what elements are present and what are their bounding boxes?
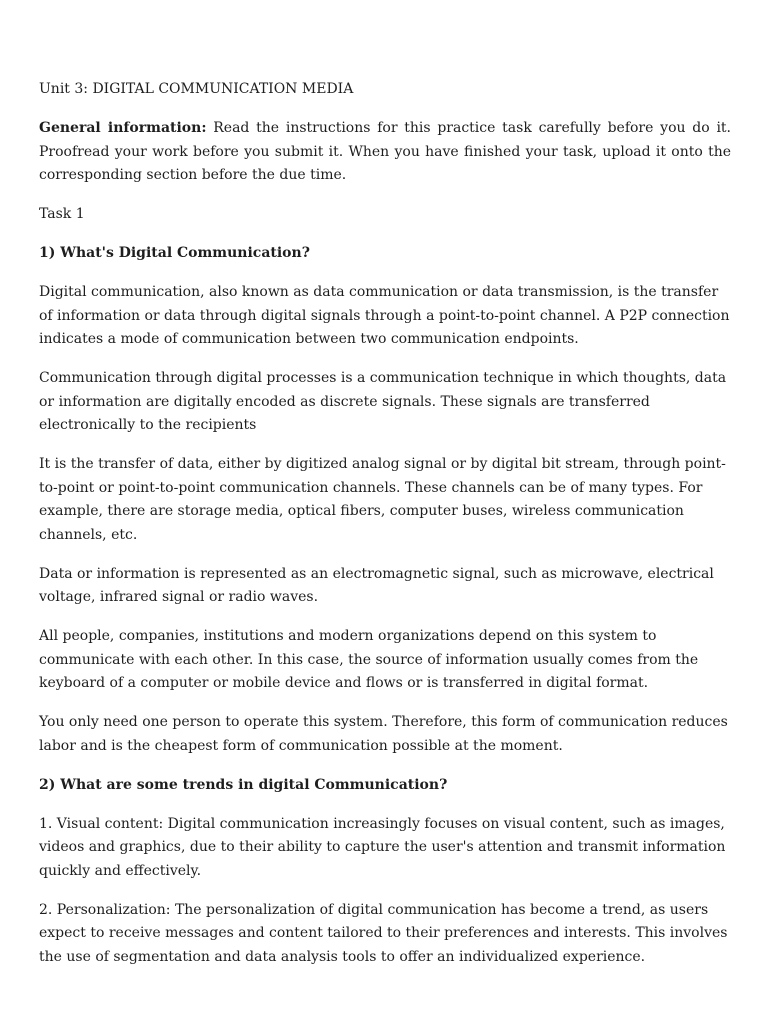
answer-1-paragraph-4: Data or information is represented as an electromagnetic signal, such as microwave, electrical voltage, infrared signal or radio waves. bbox=[39, 565, 714, 605]
answer-1-paragraph-1: Digital communication, also known as data communication or data transmission, is the transfer of information or data through digital signals through a point-to-point channel. A P2P connection indicates a mode of communication between two communication endpoints. bbox=[39, 284, 730, 347]
answer-1-paragraph-5: All people, companies, institutions and modern organizations depend on this system to communicate with each other. In this case, the source of information usually comes from the keyboard of a computer or mobile device and flows or is transferred in digital format. bbox=[39, 628, 699, 691]
question-2-heading: 2) What are some trends in digital Communication? bbox=[39, 776, 448, 793]
answer-1-paragraph-2: Communication through digital processes is a communication technique in which thoughts, data or information are digitally encoded as discrete signals. These signals are transferred electronically to the recipients bbox=[39, 370, 727, 433]
document-page bbox=[39, 78, 731, 985]
general-information-text: Read the instructions for this practice task carefully before you do it. Proofread your work before you submit it. When you have finished your task, upload it onto the corresponding section before the due time. bbox=[39, 120, 731, 183]
task-label: Task 1 bbox=[39, 206, 85, 222]
question-1-heading: 1) What's Digital Communication? bbox=[39, 245, 310, 261]
trend-personalization: 2. Personalization: The personalization of digital communication has become a trend, as users expect to receive messages and content tailored to their preferences and interests. This involves the use of segmentation and data analysis tools to offer an individualized experience. bbox=[39, 901, 728, 965]
answer-1-paragraph-3: It is the transfer of data, either by digitized analog signal or by digital bit stream, through point-to-point or point-to-point communication channels. These channels can be of many types. For example, there are storage media, optical fibers, computer buses, wireless communication channels, etc. bbox=[39, 456, 726, 543]
unit-title: Unit 3: DIGITAL COMMUNICATION MEDIA bbox=[39, 81, 354, 97]
answer-1-paragraph-6: You only need one person to operate this system. Therefore, this form of communication reduces labor and is the cheapest form of communication possible at the moment. bbox=[39, 714, 728, 754]
general-information bbox=[39, 117, 731, 188]
general-information-label: General information: bbox=[39, 120, 207, 136]
trend-visual-content: 1. Visual content: Digital communication increasingly focuses on visual content, such as images, videos and graphics, due to their ability to capture the user's attention and transmit information quickly and effectively. bbox=[39, 815, 726, 879]
